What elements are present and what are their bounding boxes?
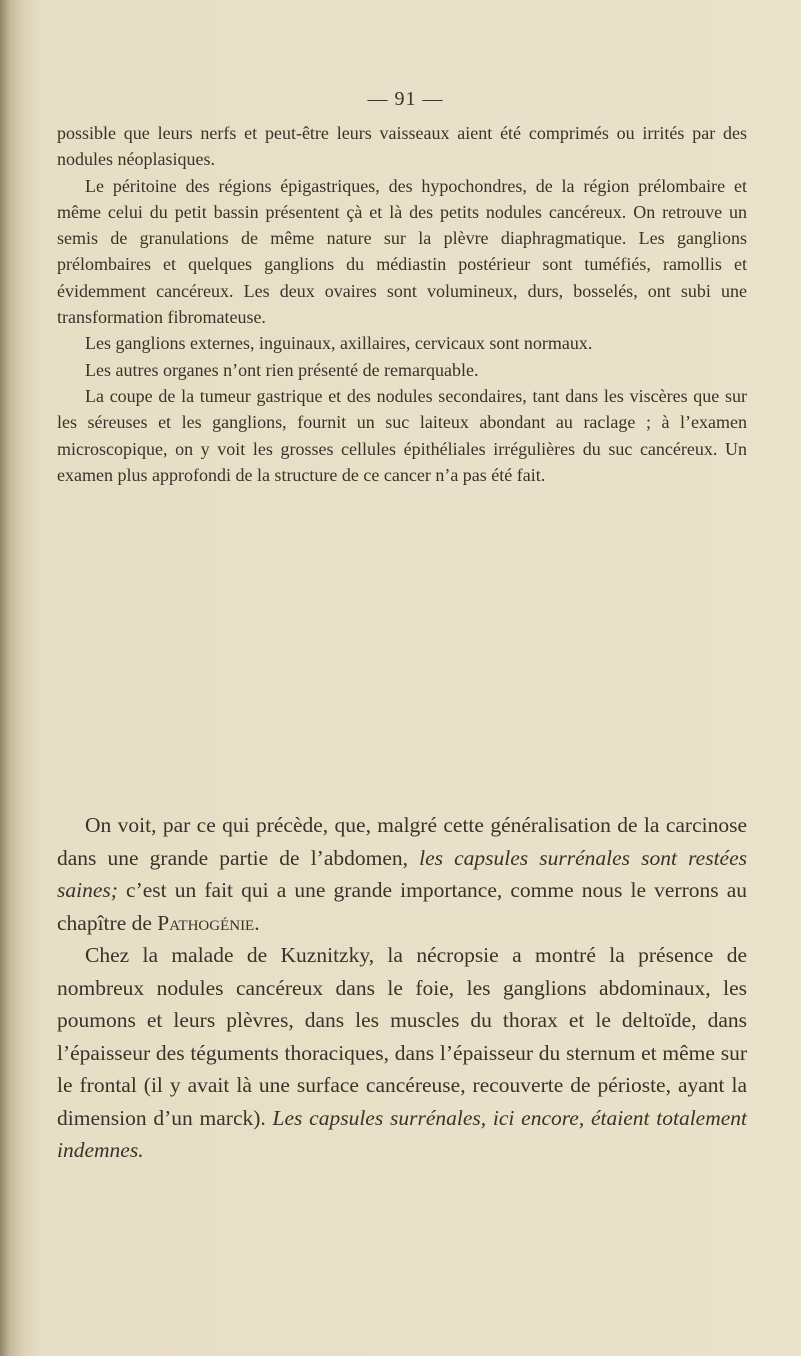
page-number: — 91 — xyxy=(367,88,444,110)
kuznitzky-italic-conclusion: Les capsules surrénales, ici encore, étaient totalement indemnes. xyxy=(57,1105,748,1162)
conclusion-text-start: On voit, par ce qui précède, que, malgré cette généralisation de la carcinose dans une grande partie de l’abdomen, xyxy=(57,813,747,870)
conclusion-text-mid: c’est un fait qui a une grande importance, comme nous le verrons au chapître de xyxy=(57,878,748,935)
conclusion-italic-emphasis: les capsules surrénales sont restées saines; xyxy=(57,845,748,902)
main-text-section xyxy=(57,809,747,1167)
paragraph-autres-organes: Les autres organes n’ont rien présenté de remarquable. xyxy=(85,359,479,380)
paragraph-ganglions-externes: Les ganglions externes, inguinaux, axillaires, cervicaux sont normaux. xyxy=(85,333,593,354)
paragraph-conclusion xyxy=(57,809,747,939)
small-print-section xyxy=(57,120,747,488)
paragraph-peritoine: Le péritoine des régions épigastriques, des hypochondres, de la région prélombaire et même celui du petit bassin présentent çà et là des petits nodules cancéreux. On retrouve un semis de granulations de même nature sur la plèvre diaphragmatique. Les ganglions prélombaires et quelques ganglions du médiastin postérieur sont tuméfiés, ramollis et évidemment cancéreux. Les deux ovaires sont volumineux, durs, bosselés, ont subi une transformation fibromateuse. xyxy=(57,175,747,328)
paragraph-kuznitzky xyxy=(57,939,747,1167)
chapter-reference: Pathogénie xyxy=(157,910,255,935)
paragraph-continuation: possible que leurs nerfs et peut-être leurs vaisseaux aient été comprimés ou irrités par des nodules néoplasiques. xyxy=(57,123,747,170)
paragraph-coupe-tumeur: La coupe de la tumeur gastrique et des nodules secondaires, tant dans les viscères que sur les séreuses et les ganglions, fournit un suc laiteux abondant au raclage ; à l’examen microscopique, on y voit les grosses cellules épithéliales irrégulières du suc cancéreux. Un examen plus approfondi de la structure de ce cancer n’a pas été fait. xyxy=(57,385,747,485)
kuznitzky-text: Chez la malade de Kuznitzky, la nécropsie a montré la présence de nombreux nodules cancéreux dans le foie, les ganglions abdominaux, les poumons et leurs plèvres, dans les muscles du thorax et le deltoïde, dans l’épaisseur des téguments thoraciques, dans l’épaisseur du sternum et même sur le frontal (il y avait là une surface cancéreuse, recouverte de périoste, ayant la dimension d’un marck). xyxy=(57,943,747,1130)
conclusion-text-end: . xyxy=(254,910,260,935)
